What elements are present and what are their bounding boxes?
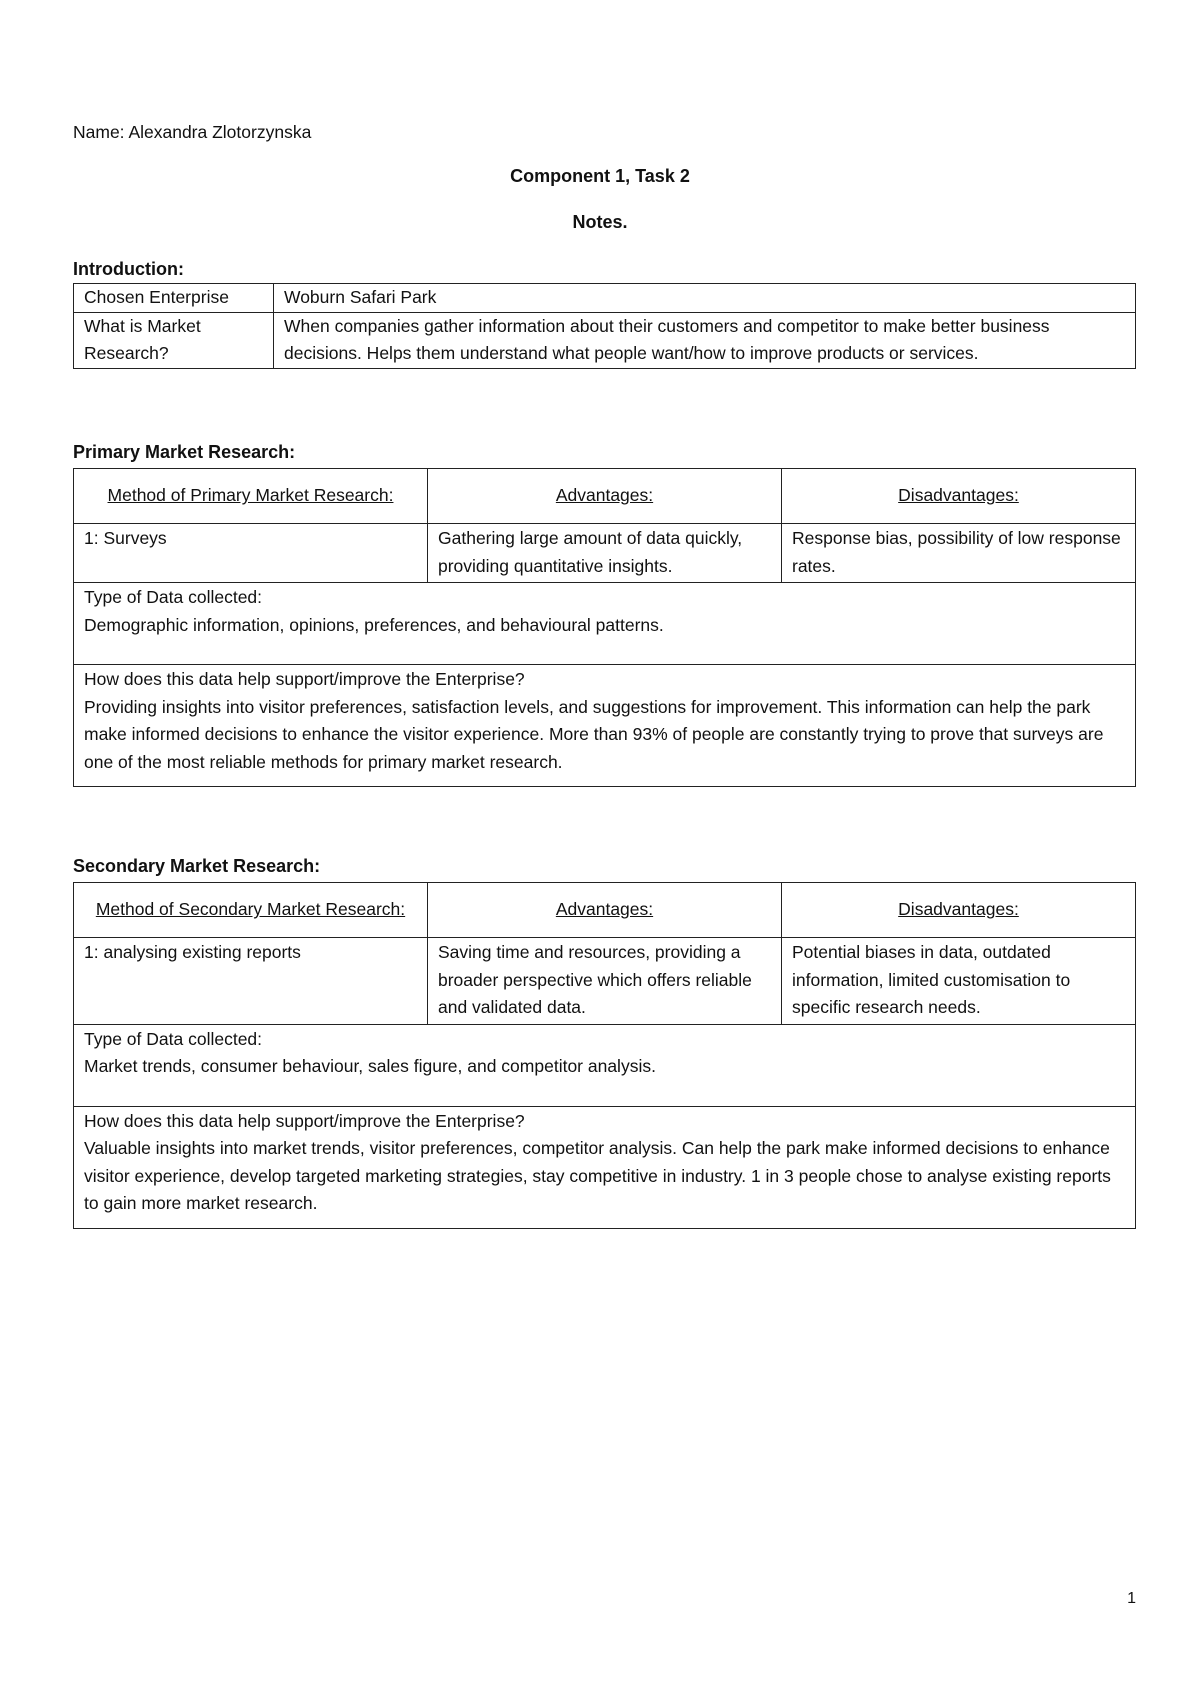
support-value: Valuable insights into market trends, visitor preferences, competitor analysis. Can help the park make informed decisions to enhance visitor experience, develop targeted marketing strategies, stay competitive in industry. 1 in 3 people chose to analyse existing reports to gain more market research. xyxy=(84,1138,1111,1213)
table-row xyxy=(74,583,1136,665)
support-cell xyxy=(74,665,1136,787)
advantages-cell: Gathering large amount of data quickly, providing quantitative insights. xyxy=(428,524,782,583)
column-header-method: Method of Primary Market Research: xyxy=(74,469,428,524)
support-label: How does this data help support/improve the Enterprise? xyxy=(84,669,525,689)
secondary-heading: Secondary Market Research: xyxy=(73,856,321,876)
table-header-row xyxy=(74,883,1136,938)
document-title: Component 1, Task 2 xyxy=(510,166,690,186)
support-cell xyxy=(74,1106,1136,1228)
table-row xyxy=(74,938,1136,1025)
introduction-table xyxy=(73,283,1136,369)
table-header-row xyxy=(74,469,1136,524)
intro-value: When companies gather information about their customers and competitor to make better business decisions. Helps them understand what people want/how to improve products or services. xyxy=(274,312,1136,368)
column-header-advantages: Advantages: xyxy=(428,883,782,938)
data-collected-label: Type of Data collected: xyxy=(84,587,263,607)
table-row xyxy=(74,284,1136,313)
secondary-research-table xyxy=(73,882,1136,1229)
intro-value: Woburn Safari Park xyxy=(274,284,1136,313)
data-collected-cell xyxy=(74,1024,1136,1106)
support-value: Providing insights into visitor preferences, satisfaction levels, and suggestions for improvement. This information can help the park make informed decisions to enhance the visitor experience. More than 93% of people are constantly trying to prove that surveys are one of the most reliable methods for primary market research. xyxy=(84,696,1104,772)
page-number: 1 xyxy=(1127,1590,1136,1607)
intro-label: What is Market Research? xyxy=(74,312,274,368)
data-collected-cell xyxy=(74,583,1136,665)
data-collected-value: Demographic information, opinions, preferences, and behavioural patterns. xyxy=(84,614,664,635)
column-header-advantages: Advantages: xyxy=(428,469,782,524)
intro-label: Chosen Enterprise xyxy=(74,284,274,313)
student-name: Name: Alexandra Zlotorzynska xyxy=(73,122,312,142)
table-row xyxy=(74,524,1136,583)
column-header-disadvantages: Disadvantages: xyxy=(782,883,1136,938)
primary-heading: Primary Market Research: xyxy=(73,442,296,462)
table-row xyxy=(74,665,1136,787)
disadvantages-cell: Potential biases in data, outdated information, limited customisation to specific research needs. xyxy=(782,938,1136,1025)
table-row xyxy=(74,1024,1136,1106)
disadvantages-cell: Response bias, possibility of low response rates. xyxy=(782,524,1136,583)
table-row xyxy=(74,312,1136,368)
method-cell: 1: analysing existing reports xyxy=(74,938,428,1025)
table-row xyxy=(74,1106,1136,1228)
method-cell: 1: Surveys xyxy=(74,524,428,583)
advantages-cell: Saving time and resources, providing a broader perspective which offers reliable and validated data. xyxy=(428,938,782,1025)
column-header-disadvantages: Disadvantages: xyxy=(782,469,1136,524)
document-subtitle: Notes. xyxy=(572,212,628,232)
support-label: How does this data help support/improve the Enterprise? xyxy=(84,1110,525,1131)
introduction-heading: Introduction: xyxy=(73,259,184,279)
data-collected-value: Market trends, consumer behaviour, sales figure, and competitor analysis. xyxy=(84,1056,656,1076)
primary-research-table xyxy=(73,468,1136,787)
data-collected-label: Type of Data collected: xyxy=(84,1028,263,1049)
column-header-method: Method of Secondary Market Research: xyxy=(74,883,428,938)
